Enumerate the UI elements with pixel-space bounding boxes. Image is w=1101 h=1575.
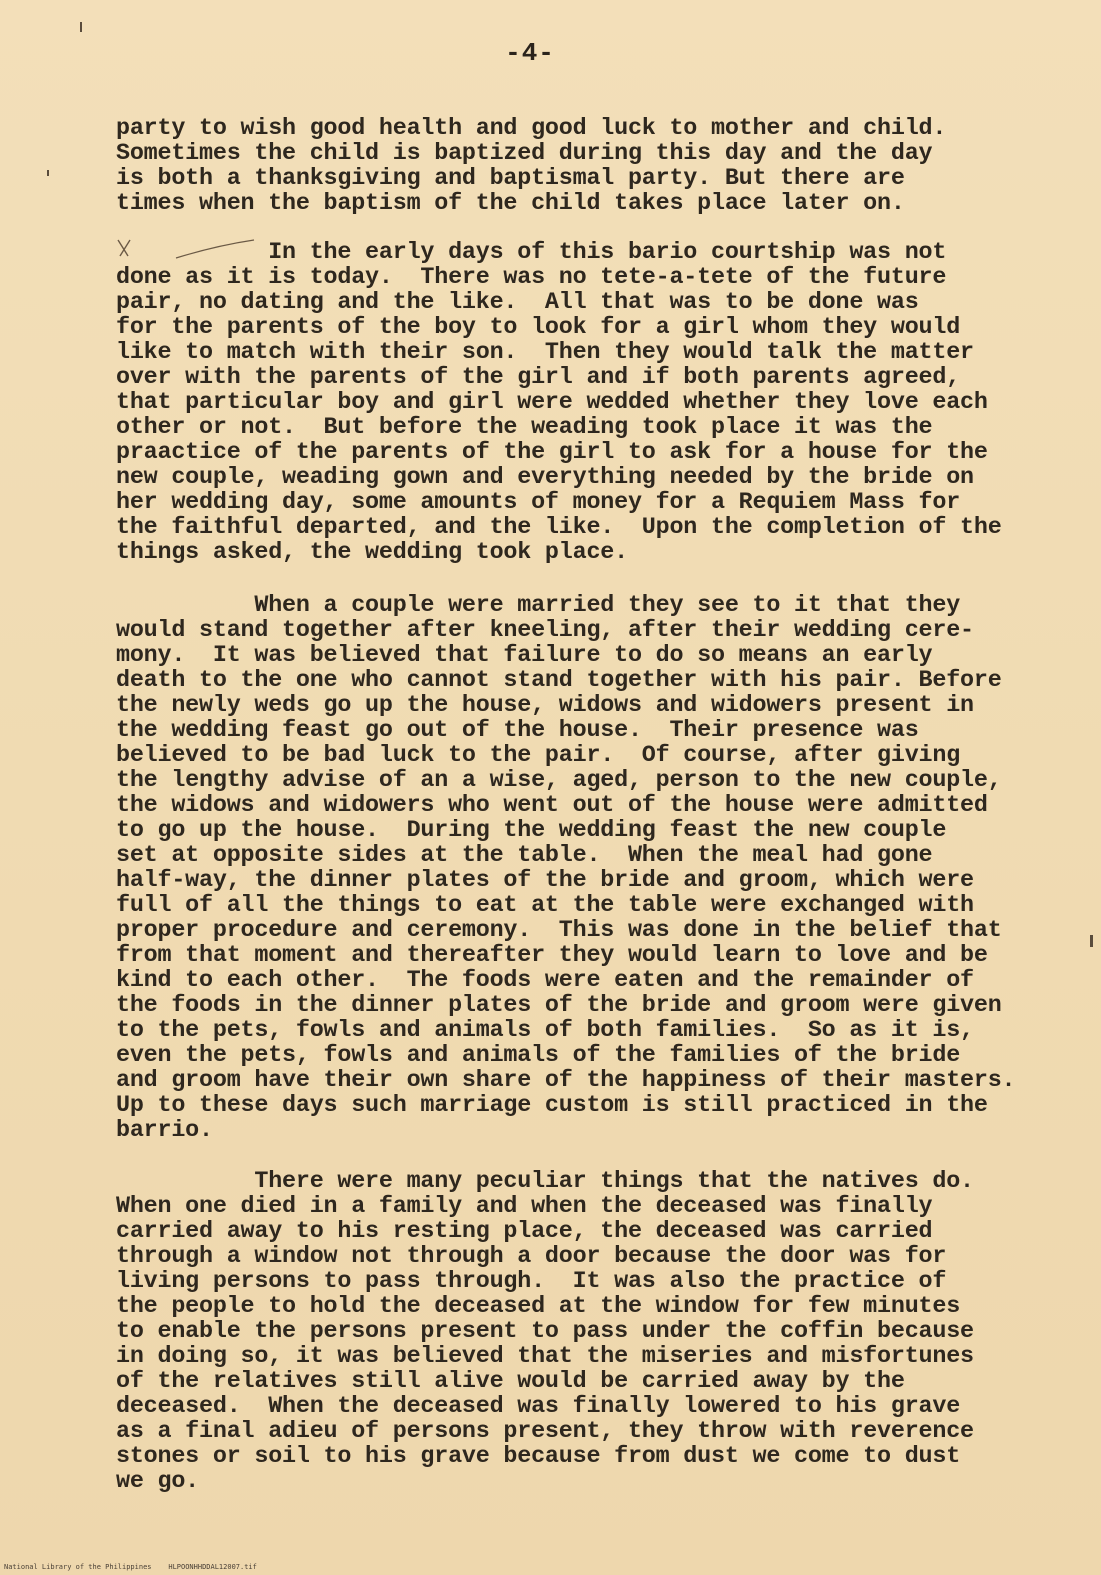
margin-speck xyxy=(47,170,49,176)
text-line: the foods in the dinner plates of the bride and groom were given xyxy=(116,993,1002,1019)
text-line: her wedding day, some amounts of money for a Requiem Mass for xyxy=(116,490,961,516)
text-line: half-way, the dinner plates of the bride and groom, which were xyxy=(116,868,974,894)
text-line: the wedding feast go out of the house. Their presence was xyxy=(116,718,919,744)
text-line: and groom have their own share of the happiness of their masters. xyxy=(116,1068,1016,1094)
text-line: like to match with their son. Then they would talk the matter xyxy=(116,340,974,366)
text-line: done as it is today. There was no tete-a-tete of the future xyxy=(116,265,947,291)
text-line: full of all the things to eat at the table were exchanged with xyxy=(116,893,974,919)
paragraph-4 xyxy=(116,1170,974,1495)
text-line: kind to each other. The foods were eaten and the remainder of xyxy=(116,968,974,994)
text-line: in doing so, it was believed that the miseries and misfortunes xyxy=(116,1344,974,1370)
text-line: to enable the persons present to pass under the coffin because xyxy=(116,1319,974,1345)
text-line: other or not. But before the weading took place it was the xyxy=(116,415,933,441)
text-line: deceased. When the deceased was finally lowered to his grave xyxy=(116,1394,961,1420)
text-line: death to the one who cannot stand together with his pair. Before xyxy=(116,668,1002,694)
text-line: believed to be bad luck to the pair. Of course, after giving xyxy=(116,743,961,769)
text-line: barrio. xyxy=(116,1118,213,1144)
text-line: things asked, the wedding took place. xyxy=(116,540,628,566)
text-line: pair, no dating and the like. All that was to be done was xyxy=(116,290,919,316)
text-line: stones or soil to his grave because from dust we come to dust xyxy=(116,1444,961,1470)
text-line: praactice of the parents of the girl to ask for a house for the xyxy=(116,440,988,466)
text-line: for the parents of the boy to look for a girl whom they would xyxy=(116,315,961,341)
text-line: When a couple were married they see to it that they xyxy=(116,593,961,619)
archive-footer-credit: National Library of the Philippines HLPOONHHDDAL12007.tif xyxy=(4,1563,257,1571)
text-line: Sometimes the child is baptized during this day and the day xyxy=(116,141,933,167)
text-line: Up to these days such marriage custom is still practiced in the xyxy=(116,1093,988,1119)
text-line: carried away to his resting place, the deceased was carried xyxy=(116,1219,933,1245)
text-line: of the relatives still alive would be carried away by the xyxy=(116,1369,905,1395)
text-line: we go. xyxy=(116,1469,200,1495)
text-line: through a window not through a door because the door was for xyxy=(116,1244,947,1270)
margin-speck xyxy=(1090,935,1093,947)
text-line: is both a thanksgiving and baptismal party. But there are xyxy=(116,166,905,192)
text-line: the lengthy advise of an a wise, aged, person to the new couple, xyxy=(116,768,1002,794)
paragraph-2 xyxy=(116,241,1002,566)
page-number: -4- xyxy=(505,38,555,68)
text-line: set at opposite sides at the table. When the meal had gone xyxy=(116,843,933,869)
text-line: would stand together after kneeling, after their wedding cere- xyxy=(116,618,974,644)
text-line: the newly weds go up the house, widows and widowers present in xyxy=(116,693,974,719)
text-line: In the early days of this bario courtship was not xyxy=(116,240,947,266)
text-line: to go up the house. During the wedding feast the new couple xyxy=(116,818,947,844)
text-line: the people to hold the deceased at the window for few minutes xyxy=(116,1294,961,1320)
text-line: even the pets, fowls and animals of the families of the bride xyxy=(116,1043,961,1069)
text-line: to the pets, fowls and animals of both families. So as it is, xyxy=(116,1018,974,1044)
text-line: There were many peculiar things that the natives do. xyxy=(116,1169,974,1195)
text-line: times when the baptism of the child takes place later on. xyxy=(116,191,905,217)
margin-speck xyxy=(80,22,82,32)
text-line: living persons to pass through. It was also the practice of xyxy=(116,1269,947,1295)
text-line: new couple, weading gown and everything needed by the bride on xyxy=(116,465,974,491)
text-line: that particular boy and girl were wedded whether they love each xyxy=(116,390,988,416)
text-line: mony. It was believed that failure to do so means an early xyxy=(116,643,933,669)
text-line: the faithful departed, and the like. Upon the completion of the xyxy=(116,515,1002,541)
text-line: proper procedure and ceremony. This was done in the belief that xyxy=(116,918,1002,944)
text-line: from that moment and thereafter they would learn to love and be xyxy=(116,943,988,969)
text-line: over with the parents of the girl and if both parents agreed, xyxy=(116,365,961,391)
text-line: When one died in a family and when the deceased was finally xyxy=(116,1194,933,1220)
paragraph-1 xyxy=(116,117,946,217)
text-line: party to wish good health and good luck to mother and child. xyxy=(116,116,947,142)
paragraph-3 xyxy=(116,594,1015,1144)
text-line: as a final adieu of persons present, they throw with reverence xyxy=(116,1419,974,1445)
text-line: the widows and widowers who went out of the house were admitted xyxy=(116,793,988,819)
